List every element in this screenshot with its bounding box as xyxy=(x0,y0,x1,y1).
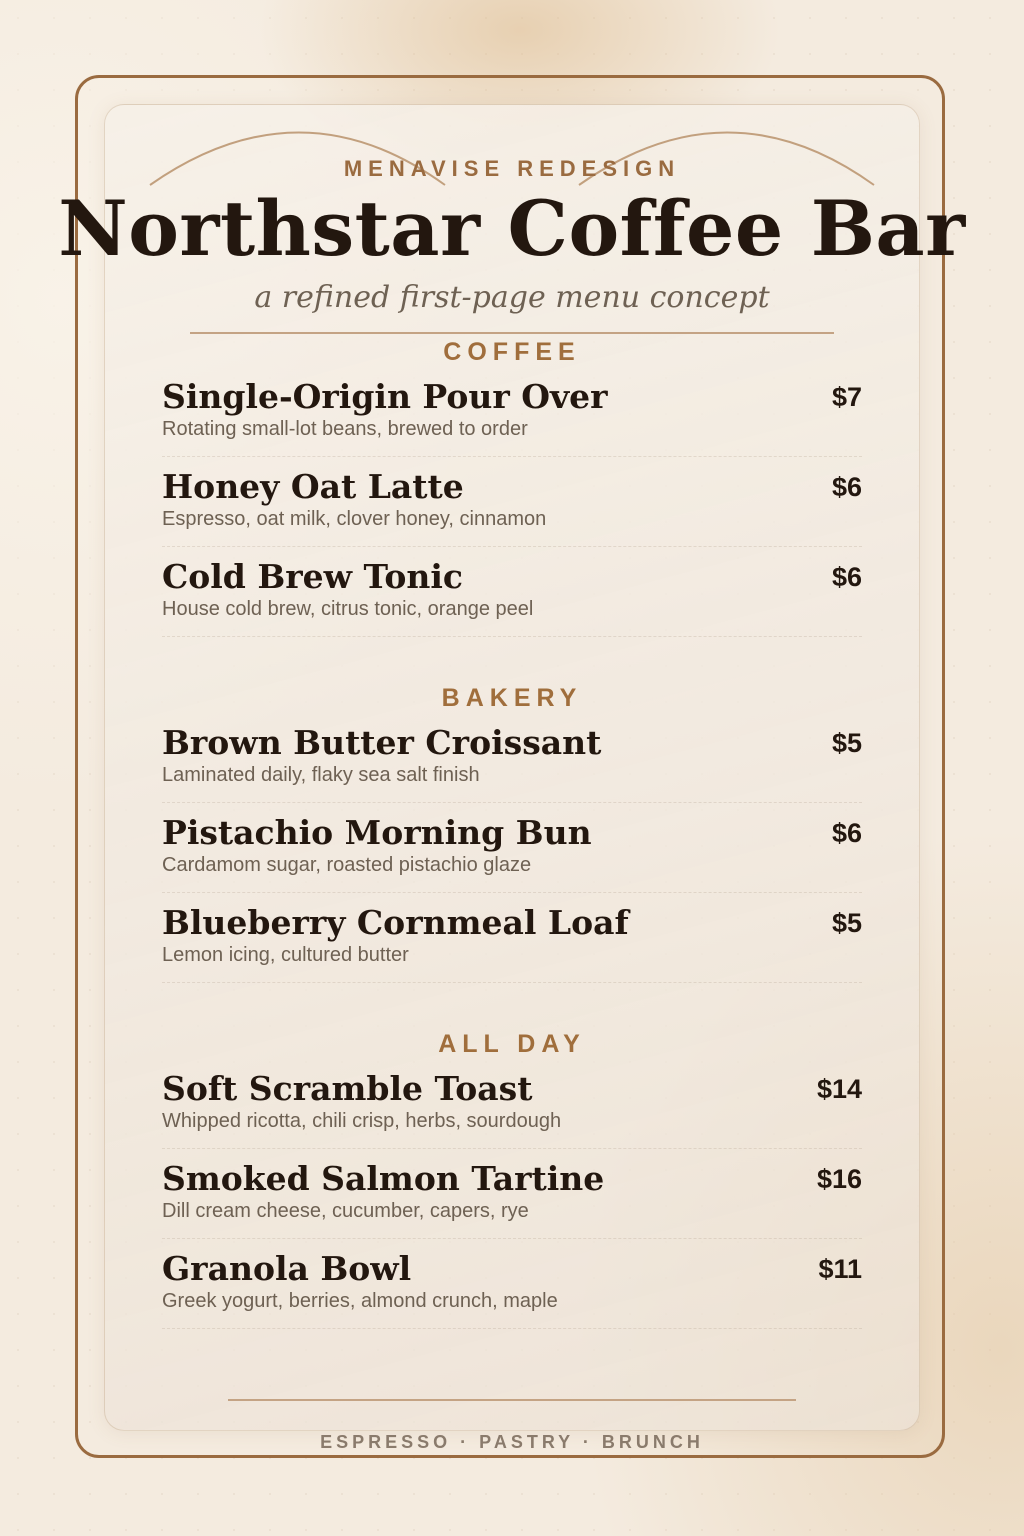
item-price: $6 xyxy=(831,472,862,502)
menu-item xyxy=(162,803,862,893)
item-description: House cold brew, citrus tonic, orange peel xyxy=(162,598,534,620)
section-coffee xyxy=(162,337,862,637)
item-description: Espresso, oat milk, clover honey, cinnamon xyxy=(162,508,547,530)
item-description: Cardamom sugar, roasted pistachio glaze xyxy=(162,854,532,876)
menu-kicker: MENAVISE REDESIGN xyxy=(343,156,681,181)
item-price: $6 xyxy=(831,818,862,848)
item-name: Single-Origin Pour Over xyxy=(162,377,608,416)
menu-item xyxy=(162,713,862,803)
menu-item xyxy=(162,893,862,983)
page-subtitle: a refined first-page menu concept xyxy=(254,280,770,315)
item-name: Brown Butter Croissant xyxy=(162,723,602,762)
section-title: COFFEE xyxy=(443,338,581,366)
menu-item xyxy=(162,1239,862,1329)
item-description: Whipped ricotta, chili crisp, herbs, sourdough xyxy=(162,1110,562,1132)
item-price: $6 xyxy=(831,562,862,592)
item-price: $5 xyxy=(831,728,862,758)
menu-item xyxy=(162,457,862,547)
menu-item xyxy=(162,367,862,457)
section-all-day xyxy=(162,1029,862,1329)
header-divider xyxy=(190,332,834,334)
page-title: Northstar Coffee Bar xyxy=(58,184,966,273)
item-description: Dill cream cheese, cucumber, capers, rye xyxy=(162,1200,529,1222)
item-price: $16 xyxy=(816,1164,862,1194)
section-title: BAKERY xyxy=(441,684,583,712)
item-name: Soft Scramble Toast xyxy=(162,1069,533,1108)
section-bakery xyxy=(162,683,862,983)
item-name: Cold Brew Tonic xyxy=(162,557,463,596)
item-name: Pistachio Morning Bun xyxy=(162,813,592,852)
menu-item xyxy=(162,547,862,637)
item-price: $5 xyxy=(831,908,862,938)
item-price: $14 xyxy=(816,1074,862,1104)
item-price: $7 xyxy=(831,382,862,412)
item-price: $11 xyxy=(818,1254,862,1284)
item-name: Honey Oat Latte xyxy=(162,467,464,506)
footer-divider xyxy=(228,1399,796,1401)
footer-tagline: ESPRESSO · PASTRY · BRUNCH xyxy=(320,1432,704,1452)
item-name: Blueberry Cornmeal Loaf xyxy=(162,903,629,942)
section-title: ALL DAY xyxy=(438,1030,586,1058)
item-description: Lemon icing, cultured butter xyxy=(162,944,409,966)
menu-item xyxy=(162,1059,862,1149)
item-description: Laminated daily, flaky sea salt finish xyxy=(162,764,480,786)
item-name: Smoked Salmon Tartine xyxy=(162,1159,605,1198)
item-description: Greek yogurt, berries, almond crunch, maple xyxy=(162,1290,558,1312)
item-name: Granola Bowl xyxy=(162,1249,412,1288)
menu-item xyxy=(162,1149,862,1239)
item-description: Rotating small-lot beans, brewed to order xyxy=(162,418,528,440)
